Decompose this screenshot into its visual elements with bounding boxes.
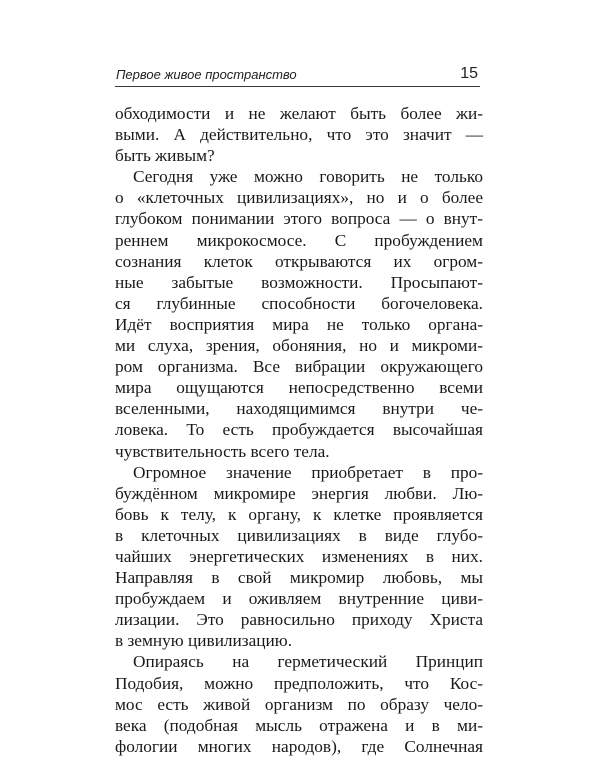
text-line: ром организма. Все вибрации окружающего bbox=[115, 357, 483, 377]
text-line: ми слуха, зрения, обоняния, но и микроми- bbox=[115, 336, 483, 356]
text-line: мира ощущаются непосредственно всеми bbox=[115, 378, 483, 398]
text-line: выми. А действительно, что это значит — bbox=[115, 125, 483, 145]
text-line: ные забытые возможности. Просыпают- bbox=[115, 272, 483, 292]
text-line: мос есть живой организм по образу чело- bbox=[115, 694, 483, 714]
text-line: сознания клеток открываются их огром- bbox=[115, 251, 483, 271]
text-line: Идёт восприятия мира не только органа- bbox=[115, 314, 483, 334]
text-line: пробуждаем и оживляем внутренние циви- bbox=[115, 589, 483, 609]
text-line: Подобия, можно предположить, что Кос- bbox=[115, 673, 483, 693]
text-line: чайших энергетических изменениях в них. bbox=[115, 546, 483, 566]
text-line: буждённом микромире энергия любви. Лю- bbox=[115, 483, 483, 503]
text-line: Сегодня уже можно говорить не только bbox=[133, 167, 483, 187]
text-line: лизации. Это равносильно приходу Христа bbox=[115, 610, 483, 630]
text-line: о «клеточных цивилизациях», но и о более bbox=[115, 188, 483, 208]
text-line: глубоком понимании этого вопроса — о внут- bbox=[115, 209, 483, 229]
page-number: 15 bbox=[460, 65, 478, 82]
text-line: Опираясь на герметический Принцип bbox=[133, 652, 483, 672]
text-line: в клеточных цивилизациях в виде глубо- bbox=[115, 525, 483, 545]
text-line: ся глубинные способности богочеловека. bbox=[115, 293, 483, 313]
text-line: Направляя в свой микромир любовь, мы bbox=[115, 568, 483, 588]
text-line: ловека. То есть пробуждается высочайшая bbox=[115, 420, 483, 440]
body-text bbox=[115, 103, 483, 757]
text-line: века (подобная мысль отражена и в ми- bbox=[115, 715, 483, 735]
text-line: реннем микрокосмосе. С пробуждением bbox=[115, 230, 483, 250]
text-line: быть живым? bbox=[115, 146, 215, 166]
text-line: фологии многих народов), где Солнечная bbox=[115, 736, 483, 756]
text-line: в земную цивилизацию. bbox=[115, 631, 293, 651]
text-line: Огромное значение приобретает в про- bbox=[133, 462, 483, 482]
text-line: обходимости и не желают быть более жи- bbox=[115, 104, 483, 123]
text-line: чувствительность всего тела. bbox=[115, 441, 330, 461]
text-line: бовь к телу, к органу, к клетке проявляется bbox=[115, 504, 483, 524]
running-title: Первое живое пространство bbox=[116, 67, 297, 82]
text-line: вселенными, находящимимся внутри че- bbox=[115, 399, 483, 419]
page-header bbox=[115, 60, 480, 87]
